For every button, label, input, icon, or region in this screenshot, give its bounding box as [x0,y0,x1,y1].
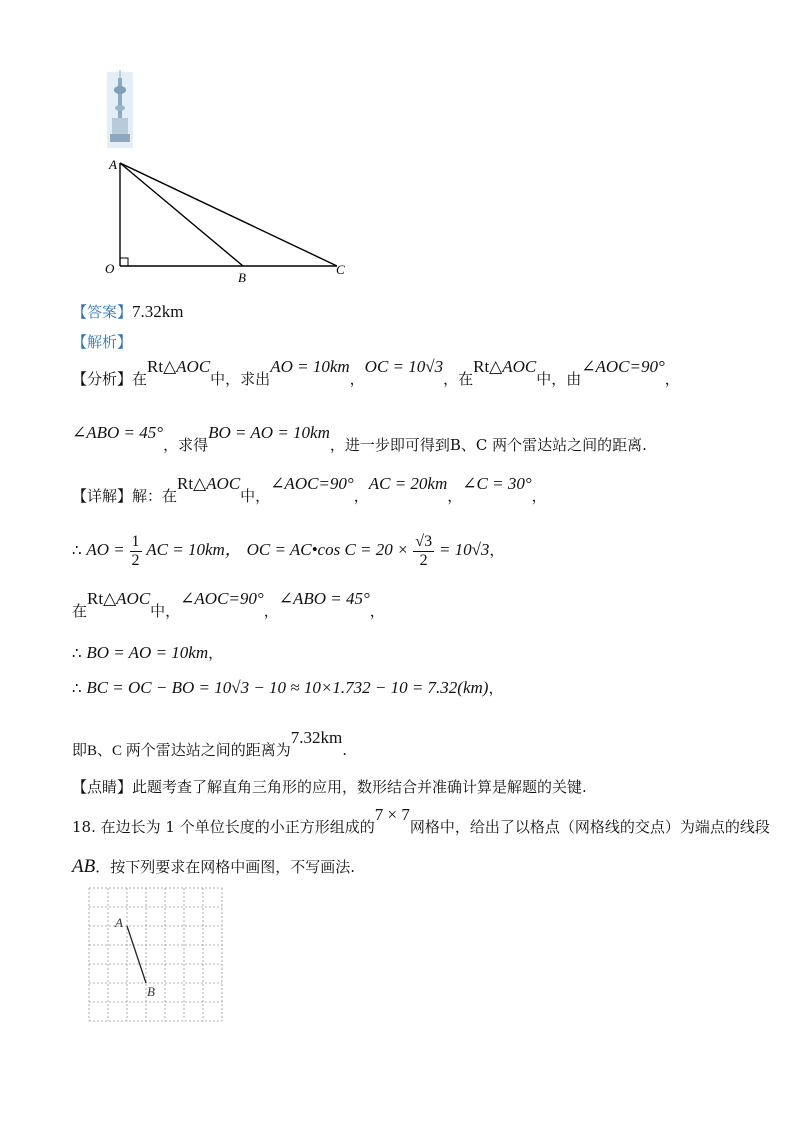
figure-grid [86,885,226,1027]
rt-symbol: Rt△ [87,589,117,608]
equation: ∠AOC=90° [581,357,665,376]
text: 网格中，给出了以格点（网格线的交点）为端点的线段 [409,818,770,836]
text: B、C 两个雷达站之间的距离. [449,436,647,454]
step1-line [72,528,504,572]
text: ， [447,487,463,505]
answer-value: 7.32km [290,728,343,747]
text: ， [263,602,279,620]
xiangjie-line [72,474,547,507]
equation: AO = 10km [270,357,350,376]
tv-tower-icon [107,70,133,148]
triangle-name: AOC [116,589,151,608]
fenxi-tag: 【分析】 [72,370,133,388]
text: 在边长为 1 个单位长度的小正方形组成的 [100,818,375,836]
text: ， [531,487,547,505]
rt-symbol: Rt△ [473,357,503,376]
step3-line [72,642,223,664]
therefore-symbol: ∴ [72,679,82,697]
conclusion-line [72,728,348,762]
equation: BO = AO = 10km [208,423,330,442]
label-B: B [238,270,246,285]
text: 即 [72,741,88,759]
equation: ∠ABO = 45° [72,423,164,442]
text: ， [488,679,504,697]
numerator: 1 [131,532,140,550]
equation: AC = 10km， [146,540,242,559]
segment-AB [127,926,146,983]
label-C: C [336,262,345,277]
therefore-symbol: ∴ [72,541,82,559]
answer-tag: 【答案】 [72,303,133,321]
figure-triangle [100,68,360,288]
step2-line [72,589,385,622]
q18-line-1 [72,805,770,838]
text: 中，求出 [210,370,271,388]
numerator: √3 [415,532,433,550]
rt-symbol: Rt△ [147,357,177,376]
text: ， [349,370,365,388]
text: ，在 [443,370,474,388]
text: ， [353,487,369,505]
text: ， [664,370,680,388]
denominator: 2 [131,551,140,569]
xiangjie-tag: 【详解】 [72,487,133,505]
therefore-symbol: ∴ [72,644,82,662]
q18-line-2 [72,856,355,878]
rt-symbol: Rt△ [177,474,207,493]
text: 解：在 [132,487,178,505]
fraction-half [130,533,142,570]
triangle-name: AOC [502,357,537,376]
text: ， [369,602,385,620]
equation: BO = AO = 10km [86,643,209,662]
text: 此题考查了解直角三角形的应用，数形结合并准确计算是解题的关键. [132,778,587,796]
label-A: A [109,157,117,172]
text: B、C 两个雷达站之间的距离为 [87,743,291,759]
equation: 7 × 7 [374,805,410,824]
text: ， [208,644,224,662]
equation: ∠AOC=90° [180,589,264,608]
equation: = 10√3 [438,540,490,559]
dianjing-tag: 【点睛】 [72,778,133,796]
text: ， [489,541,505,559]
triangle-name: AOC [176,357,211,376]
answer-value: 7.32km [132,302,184,321]
analysis-tag-line [72,331,132,353]
text: 在 [72,602,88,620]
fraction-sqrt3-over-2 [413,533,434,570]
text: 中， [240,487,271,505]
denominator: 2 [419,551,428,569]
text: 在 [132,370,148,388]
equation: AC = 20km [368,474,448,493]
equation: OC = AC•cos C = 20 × [246,540,409,559]
label-O: O [105,261,115,276]
equation: ∠C = 30° [462,474,532,493]
dianjing-line [72,776,587,798]
question-number: 18. [72,818,96,836]
segment-name: AB [72,856,96,877]
analysis-tag: 【解析】 [72,333,133,351]
equation: ∠AOC=90° [270,474,354,493]
label-B: B [147,984,155,999]
equation: BC = OC − BO = 10√3 − 10 ≈ 10×1.732 − 10 = 7.32(km) [86,678,489,697]
fenxi-line-2 [72,423,647,456]
equation: AO = [86,540,125,559]
text: . [342,741,348,759]
fenxi-line-1 [72,357,680,390]
text: 中， [150,602,181,620]
text: ，求得 [163,436,209,454]
triangle-name: AOC [206,474,241,493]
label-A: A [115,915,123,930]
text: ，进一步即可得到 [329,436,450,454]
text: 中，由 [536,370,582,388]
text: ．按下列要求在网格中画图，不写画法. [95,858,355,876]
equation: OC = 10√3 [364,357,444,376]
equation: ∠ABO = 45° [278,589,370,608]
answer-line [72,301,184,323]
step4-line [72,677,503,699]
